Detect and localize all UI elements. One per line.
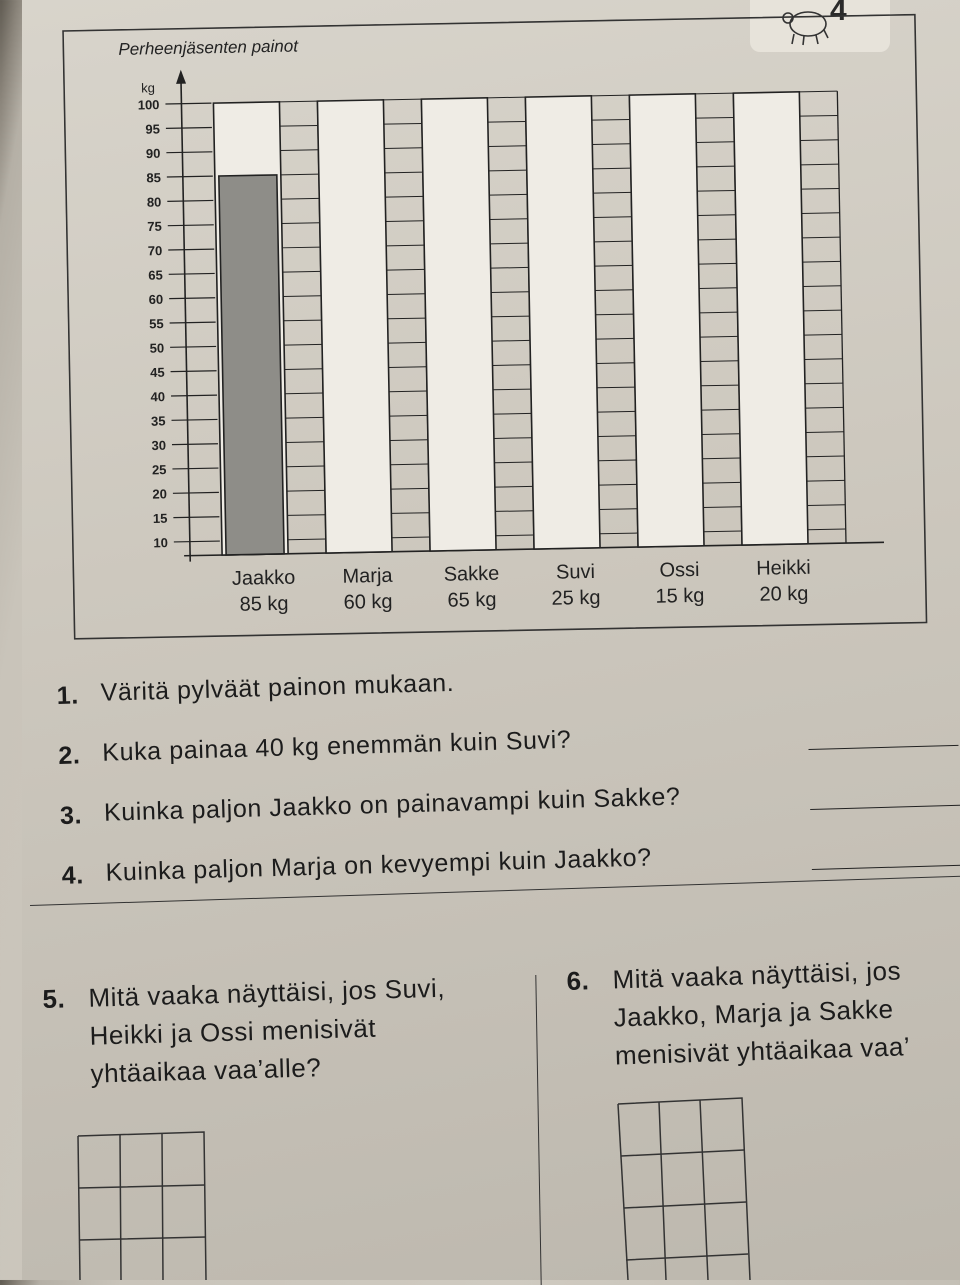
ruler-rung xyxy=(390,440,428,441)
ruler-rung xyxy=(495,486,533,487)
ruler-rung xyxy=(490,243,528,244)
ruler-rung xyxy=(386,245,424,246)
question-text: Kuka painaa 40 kg enemmän kuin Suvi? xyxy=(101,725,572,767)
ruler-rung xyxy=(389,391,427,392)
ruler-rung xyxy=(800,140,838,141)
y-tick-label: 45 xyxy=(149,364,165,381)
ruler-rung xyxy=(282,247,320,248)
ruler-rung xyxy=(387,269,425,270)
ruler-rung xyxy=(594,217,632,218)
y-tick-label: 80 xyxy=(146,194,162,210)
y-tick-mark xyxy=(172,444,218,445)
ruler-rung xyxy=(697,190,735,191)
ruler-rung xyxy=(701,385,739,386)
ruler-line xyxy=(837,91,846,543)
ruler-rung xyxy=(595,265,633,266)
ruler-rung xyxy=(494,462,532,463)
ruler-rung xyxy=(802,237,840,238)
y-tick-mark xyxy=(171,395,217,396)
task-6-text xyxy=(612,951,911,1074)
ruler-rung xyxy=(495,511,533,512)
ruler-rung xyxy=(805,407,843,408)
ruler-rung xyxy=(695,93,733,94)
ruler-rung xyxy=(385,196,423,197)
ruler-rung xyxy=(596,314,634,315)
bar-fill-jaakko xyxy=(219,175,284,555)
task-6-number: 6. xyxy=(566,965,590,996)
category-labels xyxy=(232,557,812,616)
y-axis-unit: kg xyxy=(140,80,156,96)
question-number: 4. xyxy=(61,861,85,890)
ruler-rung xyxy=(493,389,531,390)
y-tick-label: 75 xyxy=(147,218,162,235)
weight-chart xyxy=(62,14,930,640)
y-tick-label: 90 xyxy=(145,145,161,162)
ruler-rung xyxy=(286,442,324,443)
ruler-rung xyxy=(491,292,529,293)
category-value-label: 25 kg xyxy=(551,586,601,610)
y-tick-label: 10 xyxy=(153,535,169,551)
question-text: Väritä pylväät painon mukaan. xyxy=(100,668,455,707)
category-value-label: 85 kg xyxy=(239,592,289,616)
ruler-rung xyxy=(808,529,846,530)
ruler-rung xyxy=(280,150,318,151)
ruler-rung xyxy=(801,188,839,189)
y-tick-label: 40 xyxy=(150,389,166,405)
ruler-rung xyxy=(387,294,425,295)
ruler-rung xyxy=(799,91,837,92)
ruler-rung xyxy=(388,318,426,319)
y-tick-mark xyxy=(172,468,218,469)
y-tick-mark xyxy=(173,517,219,518)
bar-outline-ossi xyxy=(629,94,704,547)
y-tick-mark xyxy=(168,249,214,250)
y-tick-mark xyxy=(166,152,212,153)
ruler-rung xyxy=(280,125,318,126)
ruler-rung xyxy=(287,515,325,516)
ruler-rung xyxy=(699,263,737,264)
ruler-rung xyxy=(383,99,421,100)
y-tick-label: 100 xyxy=(137,97,160,113)
question-number: 1. xyxy=(56,681,80,710)
chart-title: Perheenjäsenten painot xyxy=(118,36,299,59)
category-name: Jaakko xyxy=(231,566,296,590)
task-5-text xyxy=(88,969,448,1093)
bar-outline-suvi xyxy=(525,96,600,549)
ruler-rung xyxy=(592,119,630,120)
ruler-rung xyxy=(282,223,320,224)
y-tick-mark xyxy=(170,346,216,347)
question-text: Kuinka paljon Jaakko on painavampi kuin Sakke? xyxy=(103,782,681,827)
answer-line[interactable] xyxy=(812,865,960,870)
task-5-line: yhtäaikaa vaa’alle? xyxy=(90,1052,322,1089)
question-number: 3. xyxy=(59,801,83,830)
y-tick-label: 85 xyxy=(146,170,161,186)
ruler-rung xyxy=(803,261,841,262)
task-6-answer-grid[interactable] xyxy=(616,1096,756,1280)
ruler-rung xyxy=(702,434,740,435)
y-tick-mark xyxy=(167,200,213,201)
ruler-rung xyxy=(287,490,325,491)
ruler-rung xyxy=(699,288,737,289)
ruler-rung xyxy=(807,480,845,481)
answer-line[interactable] xyxy=(810,805,960,810)
ruler-rung xyxy=(701,409,739,410)
y-tick-mark xyxy=(168,225,214,226)
ruler-rung xyxy=(806,432,844,433)
category-value-label: 15 kg xyxy=(655,584,705,608)
y-tick-mark xyxy=(169,273,215,274)
ruler-rung xyxy=(285,417,323,418)
ruler-rung xyxy=(391,488,429,489)
ruler-rung xyxy=(493,413,531,414)
y-tick-label: 35 xyxy=(150,413,166,429)
y-tick-label: 30 xyxy=(151,437,167,454)
ruler-rung xyxy=(696,117,734,118)
bar-chart-svg xyxy=(62,14,930,645)
ruler-rung xyxy=(591,95,629,96)
ruler-rung xyxy=(595,290,633,291)
ruler-rung xyxy=(283,271,321,272)
ruler-rung xyxy=(597,411,635,412)
category-name: Marja xyxy=(342,564,393,588)
ruler-rung xyxy=(488,121,526,122)
ruler-rung xyxy=(283,296,321,297)
ruler-rung xyxy=(696,142,734,143)
ruler-rung xyxy=(802,213,840,214)
ruler-rung xyxy=(805,383,843,384)
y-tick-mark xyxy=(174,541,220,542)
ruler-rung xyxy=(697,166,735,167)
bar-outline-sakke xyxy=(421,98,496,551)
y-tick-labels xyxy=(138,97,168,550)
ruler-rung xyxy=(284,320,322,321)
ruler-rung xyxy=(488,146,526,147)
question-number: 2. xyxy=(58,741,81,770)
ruler-rung xyxy=(285,369,323,370)
y-tick-mark xyxy=(166,127,212,128)
ruler-rung xyxy=(389,415,427,416)
y-tick-label: 65 xyxy=(148,267,163,283)
bar-outline-marja xyxy=(317,100,392,553)
ruler-rung xyxy=(385,172,423,173)
ruler-rung xyxy=(597,363,635,364)
ruler-rung xyxy=(279,101,317,102)
ruler-rung xyxy=(288,539,326,540)
task-5-line: Heikki ja Ossi menisivät xyxy=(89,1012,377,1051)
ruler-rung xyxy=(492,340,530,341)
y-tick-label: 60 xyxy=(148,291,164,308)
ruler-rung xyxy=(593,192,631,193)
ruler-rung xyxy=(593,168,631,169)
category-name: Heikki xyxy=(756,556,811,580)
y-tick-label: 15 xyxy=(152,510,168,527)
ruler-rung xyxy=(599,484,637,485)
ruler-rung xyxy=(598,436,636,437)
ruler-rung xyxy=(487,97,525,98)
ruler-rung xyxy=(388,342,426,343)
ruler-rung xyxy=(803,286,841,287)
page-number: 4 xyxy=(830,0,847,27)
ruler-rung xyxy=(390,464,428,465)
category-value-label: 65 kg xyxy=(447,588,497,612)
y-tick-label: 55 xyxy=(149,316,164,332)
y-tick-mark xyxy=(167,176,213,177)
ruler-rung xyxy=(281,198,319,199)
ruler-rung xyxy=(490,219,528,220)
task-6-line: Jaakko, Marja ja Sakke xyxy=(613,993,894,1033)
ruler-rung xyxy=(384,148,422,149)
y-tick-mark xyxy=(169,298,215,299)
task-5-line: Mitä vaaka näyttäisi, jos Suvi, xyxy=(88,972,446,1013)
y-tick-mark xyxy=(173,492,219,493)
ruler-rung xyxy=(598,460,636,461)
answer-line[interactable] xyxy=(808,745,958,750)
ruler-rung xyxy=(597,387,635,388)
y-tick-label: 95 xyxy=(145,121,161,137)
category-value-label: 20 kg xyxy=(759,582,809,606)
question-list xyxy=(56,645,960,910)
ruler-rung xyxy=(492,316,530,317)
y-tick-label: 70 xyxy=(147,243,163,259)
ruler-rung xyxy=(286,466,324,467)
ruler-rung xyxy=(806,456,844,457)
question-text: Kuinka paljon Marja on kevyempi kuin Jaakko? xyxy=(105,843,652,887)
y-axis-arrow xyxy=(176,70,186,84)
ruler-rung xyxy=(392,537,430,538)
task-5-number: 5. xyxy=(42,983,66,1014)
ruler-rung xyxy=(703,482,741,483)
ruler-rung xyxy=(800,115,838,116)
ruler-rung xyxy=(284,344,322,345)
ruler-rung xyxy=(386,221,424,222)
ruler-rung xyxy=(489,170,527,171)
ruler-rung xyxy=(596,338,634,339)
y-tick-mark xyxy=(171,371,217,372)
ruler-rung xyxy=(600,533,638,534)
task-6-line: Mitä vaaka näyttäisi, jos xyxy=(612,955,902,995)
ruler-rung xyxy=(700,361,738,362)
ruler-rung xyxy=(801,164,839,165)
y-tick-mark xyxy=(172,419,218,420)
bars-layer xyxy=(213,92,808,555)
ruler-rung xyxy=(285,393,323,394)
category-name: Ossi xyxy=(659,558,700,582)
ruler-rung xyxy=(700,336,738,337)
ruler-rung xyxy=(702,458,740,459)
ruler-rung xyxy=(496,535,534,536)
ruler-rung xyxy=(391,513,429,514)
ruler-rung xyxy=(599,509,637,510)
y-tick-label: 25 xyxy=(151,462,167,478)
ruler-rung xyxy=(704,531,742,532)
ruler-rung xyxy=(493,365,531,366)
ruler-rung xyxy=(594,241,632,242)
ruler-rung xyxy=(804,334,842,335)
ruler-rung xyxy=(698,215,736,216)
y-tick-label: 20 xyxy=(152,486,168,502)
ruler-rung xyxy=(700,312,738,313)
ruler-rung xyxy=(804,310,842,311)
ruler-rung xyxy=(698,239,736,240)
category-name: Sakke xyxy=(443,562,500,586)
y-tick-mark xyxy=(170,322,216,323)
task-6-line: menisivät yhtäaikaa vaa’ xyxy=(614,1031,911,1071)
task-5-answer-grid[interactable] xyxy=(76,1130,208,1280)
ruler-rung xyxy=(389,367,427,368)
category-value-label: 60 kg xyxy=(343,590,393,614)
y-tick-mark xyxy=(165,103,211,104)
y-tick-label: 50 xyxy=(149,340,165,356)
y-axis-line xyxy=(181,72,190,562)
ruler-rung xyxy=(703,507,741,508)
ruler-rung xyxy=(592,144,630,145)
bar-outline-heikki xyxy=(733,92,808,545)
ruler-rung xyxy=(491,267,529,268)
ruler-rung xyxy=(384,123,422,124)
ruler-rung xyxy=(281,174,319,175)
ruler-rung xyxy=(804,359,842,360)
ruler-rung xyxy=(494,438,532,439)
ruler-rung xyxy=(489,194,527,195)
ruler-rung xyxy=(807,505,845,506)
category-name: Suvi xyxy=(555,560,596,584)
